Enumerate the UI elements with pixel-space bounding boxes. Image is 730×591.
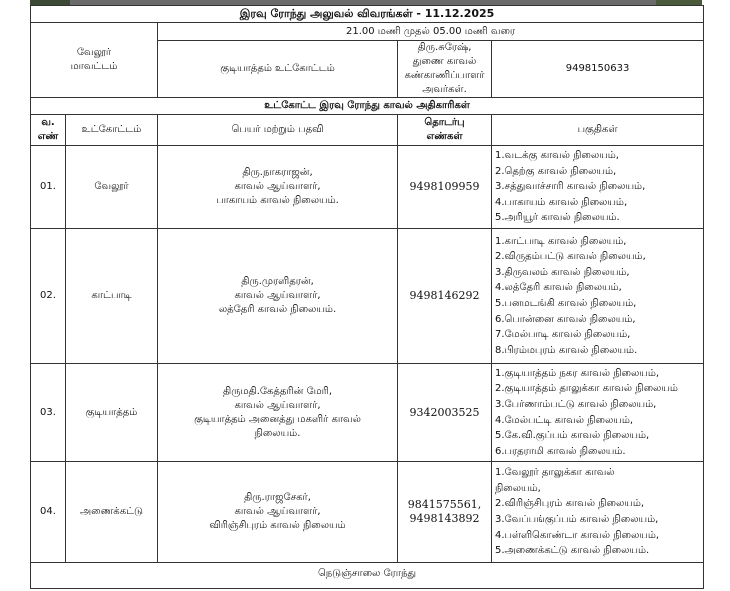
row-areas [492,146,704,229]
officer-line: அவர்கள். [422,84,467,95]
officer-line: நிலையம். [254,427,301,439]
row-serial: 03. [31,364,66,462]
area-item: 2.குடியாத்தம் தாலுக்கா காவல் நிலையம் [495,383,678,395]
area-item: 5.அணைக்கட்டு காவல் நிலையம். [495,545,650,557]
area-item: 8.பிரம்மபுரம் காவல் நிலையம். [495,344,638,356]
row-officer [158,364,398,462]
area-item: 2.விரிஞ்சிபுரம் காவல் நிலையம், [495,498,645,510]
officer-line: காவல் ஆய்வாளர், [234,399,321,411]
area-item: 6.பரதராமி காவல் நிலையம். [495,445,626,457]
row-areas [492,462,704,563]
row-subdivision: வேலூர் [66,146,158,229]
area-item: 5.பனமடங்கி காவல் நிலையம், [495,298,637,309]
row-serial: 01. [31,146,66,229]
area-item: 4.பள்ளிகொண்டா காவல் நிலையம், [495,529,660,541]
row-phone [398,364,492,462]
row-officer [158,146,398,229]
area-item: 1.குடியாத்தம் நகர காவல் நிலையம், [495,367,660,379]
highway-patrol-title: நெடுஞ்சாலை ரோந்து [31,563,704,589]
officer-line: விரிஞ்சிபுரம் காவல் நிலையம் [209,520,346,531]
area-item: 2.விருதம்பட்டு காவல் நிலையம், [495,251,646,263]
area-item: 6.பொன்னை காவல் நிலையம், [495,313,636,325]
row-officer [158,462,398,563]
section-title: உட்கோட்ட இரவு ரோந்து காவல் அதிகாரிகள் [31,98,704,115]
area-item: 1.காட்பாடி காவல் நிலையம், [495,235,627,247]
table-row [31,364,704,462]
area-item: 4.மேல்பட்டி காவல் நிலையம், [495,414,634,426]
phone-line: 9841575561, [407,498,482,511]
table-row [31,462,704,563]
district-label [31,23,158,98]
header-line: எண் [37,131,59,142]
row-subdivision: காட்பாடி [66,229,158,364]
patrol-table [30,5,704,589]
district-label-line: மாவட்டம் [70,61,118,72]
col-subdivision-header: உட்கோட்டம் [66,115,158,146]
col-serial-header [31,115,66,146]
area-item: 5.அரியூர் காவல் நிலையம். [495,212,620,224]
officer-line: திரு.நாகராஜன், [242,167,313,178]
officer-line: துணை காவல் கண்காணிப்பாளர் [404,56,485,81]
officer-line: திருமதி.கேத்தரின் மேரி, [223,385,332,397]
row-subdivision: அணைக்கட்டு [66,462,158,563]
area-item: 1.வேலூர் தாலுக்கா காவல் [495,467,615,479]
table-row [31,146,704,229]
report-title: இரவு ரோந்து அலுவல் விவரங்கள் - 11.12.2025 [31,6,704,23]
officer-line: பாகாயம் காவல் நிலையம். [216,195,339,206]
area-item: 1.வடக்கு காவல் நிலையம், [495,150,619,162]
officer-line: காவல் ஆய்வாளர், [234,290,321,301]
officer-line: குடியாத்தம் அனைத்து மகளிர் காவல் [194,413,361,425]
area-item: 4.லத்தேரி காவல் நிலையம், [495,282,622,294]
officer-line: திரு.முரளிதரன், [241,276,314,287]
officer-line: காவல் ஆய்வாளர், [234,506,321,517]
area-item: 7.மேல்பாடி காவல் நிலையம், [495,329,631,341]
district-phone: 9498150633 [492,41,704,98]
officer-line: காவல் ஆய்வாளர், [234,181,321,192]
col-areas-header: பகுதிகள் [492,115,704,146]
district-label-line: வேலூர் [76,47,112,58]
area-item: 3.வேப்பங்குப்பம் காவல் நிலையம், [495,514,659,525]
area-item: 4.பாகாயம் காவல் நிலையம், [495,196,628,208]
row-phone [398,146,492,229]
phone-line: 9498143892 [409,512,480,525]
time-range: 21.00 மணி முதல் 05.00 மணி வரை [158,23,704,41]
col-name-post-header: பெயர் மற்றும் பதவி [158,115,398,146]
col-contact-header [398,115,492,146]
row-phone [398,229,492,364]
district-officer [398,41,492,98]
row-serial: 02. [31,229,66,364]
area-item: 5.கே.வி.குப்பம் காவல் நிலையம், [495,430,650,442]
phone-line: 9498146292 [409,289,480,302]
row-phone [398,462,492,563]
phone-line: 9342003525 [409,405,480,419]
header-line: தொடர்பு [424,117,465,128]
row-areas [492,229,704,364]
table-row [31,229,704,364]
area-item: 3.சத்துவாச்சாரி காவல் நிலையம், [495,181,646,193]
header-line: எண்கள் [426,131,463,142]
officer-line: திரு.ராஜசேகர், [244,492,311,503]
phone-line: 9498109959 [409,180,480,193]
officer-line: லத்தேரி காவல் நிலையம். [218,304,337,315]
area-item: நிலையம், [495,482,541,494]
area-item: 3.திருவலம் காவல் நிலையம், [495,266,630,278]
row-serial: 04. [31,462,66,563]
row-areas [492,364,704,462]
row-subdivision: குடியாத்தம் [66,364,158,462]
row-officer [158,229,398,364]
area-item: 2.தெற்கு காவல் நிலையம், [495,165,617,177]
header-line: வ. [41,117,55,128]
district-subdivision: குடியாத்தம் உட்கோட்டம் [158,41,398,98]
area-item: 3.பேர்ணாம்பட்டு காவல் நிலையம், [495,398,657,410]
officer-line: திரு.சுரேஷ், [417,42,472,53]
